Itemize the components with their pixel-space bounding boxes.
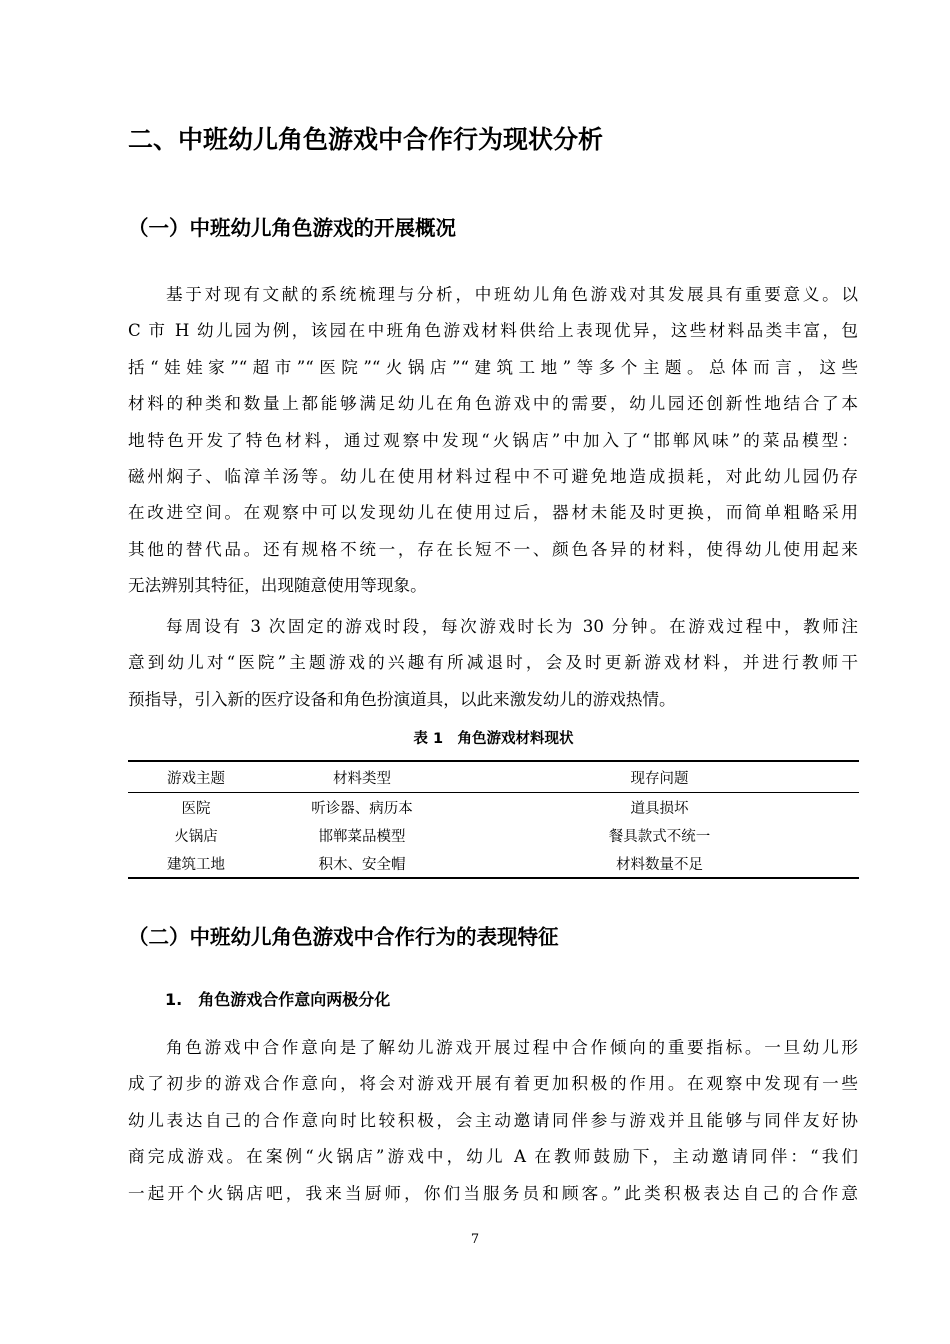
paragraph-line: 磁州焖子、临漳羊汤等。幼儿在使用材料过程中不可避免地造成损耗，对此幼儿园仍存 — [128, 466, 858, 486]
table-row — [128, 849, 859, 878]
paragraph-line: 每周设有 3 次固定的游戏时段，每次游戏时长为 30 分钟。在游戏过程中，教师注 — [166, 617, 858, 636]
paragraph-line: 括“娃娃家”“超市”“医院”“火锅店”“建筑工地”等多个主题。总体而言，这些 — [128, 357, 858, 377]
paragraph-line: 其他的替代品。还有规格不统一，存在长短不一、颜色各异的材料，使得幼儿使用起来 — [128, 539, 858, 559]
paragraph-line: 商完成游戏。在案例“火锅店”游戏中，幼儿 A 在教师鼓励下，主动邀请同伴：“我们 — [128, 1147, 858, 1167]
table-row — [128, 821, 859, 849]
paragraph-line: 意到幼儿对“医院”主题游戏的兴趣有所减退时，会及时更新游戏材料，并进行教师干 — [128, 653, 858, 673]
paragraph-overview — [128, 277, 858, 605]
table-header-row — [128, 761, 859, 793]
paragraph-line: 一起开个火锅店吧，我来当厨师，你们当服务员和顾客。”此类积极表达自己的合作意 — [128, 1183, 858, 1203]
paragraph-line: 地特色开发了特色材料，通过观察中发现“火锅店”中加入了“邯郸风味”的菜品模型： — [128, 430, 858, 450]
paragraph-line: 角色游戏中合作意向是了解幼儿游戏开展过程中合作倾向的重要指标。一旦幼儿形 — [166, 1038, 858, 1057]
table-cell: 邯郸菜品模型 — [318, 828, 406, 845]
page-number: 7 — [470, 1232, 480, 1247]
paragraph-cooperation — [128, 1030, 858, 1212]
table-cell: 材料数量不足 — [616, 856, 703, 873]
paragraph-line: 基于对现有文献的系统梳理与分析，中班幼儿角色游戏对其发展具有重要意义。以 — [166, 285, 858, 304]
subsection-heading: 1. 角色游戏合作意向两极分化 — [165, 990, 391, 1009]
table-cell: 积木、安全帽 — [318, 856, 406, 873]
table-caption: 表 1 角色游戏材料现状 — [413, 731, 574, 747]
section-heading-2: （二）中班幼儿角色游戏中合作行为的表现特征 — [128, 925, 559, 949]
paragraph-line: C 市 H 幼儿园为例，该园在中班角色游戏材料供给上表现优异，这些材料品类丰富，包 — [128, 321, 858, 341]
table-cell: 道具损坏 — [630, 800, 689, 817]
paragraph-line: 预指导，引入新的医疗设备和角色扮演道具，以此来激发幼儿的游戏热情。 — [128, 689, 676, 709]
table-cell: 餐具款式不统一 — [608, 828, 711, 845]
table-cell: 医院 — [181, 800, 211, 817]
paragraph-schedule — [128, 609, 858, 718]
table-cell: 建筑工地 — [167, 856, 225, 873]
materials-table — [128, 760, 859, 879]
column-header-material: 材料类型 — [264, 761, 460, 793]
table-cell: 听诊器、病历本 — [311, 800, 413, 817]
paragraph-line: 幼儿表达自己的合作意向时比较积极，会主动邀请同伴参与游戏并且能够与同伴友好协 — [128, 1110, 858, 1130]
column-header-theme: 游戏主题 — [128, 761, 264, 793]
column-header-issue: 现存问题 — [460, 761, 859, 793]
paragraph-line: 成了初步的游戏合作意向，将会对游戏开展有着更加积极的作用。在观察中发现有一些 — [128, 1074, 858, 1094]
paragraph-line: 材料的种类和数量上都能够满足幼儿在角色游戏中的需要，幼儿园还创新性地结合了本 — [128, 394, 858, 414]
table-row — [128, 793, 859, 822]
section-heading-1: （一）中班幼儿角色游戏的开展概况 — [128, 216, 456, 240]
paragraph-line: 无法辨别其特征，出现随意使用等现象。 — [128, 576, 427, 596]
paragraph-line: 在改进空间。在观察中可以发现幼儿在使用过后，器材未能及时更换，而简单粗略采用 — [128, 503, 858, 523]
chapter-heading: 二、中班幼儿角色游戏中合作行为现状分析 — [128, 125, 604, 154]
table-cell: 火锅店 — [174, 828, 218, 845]
